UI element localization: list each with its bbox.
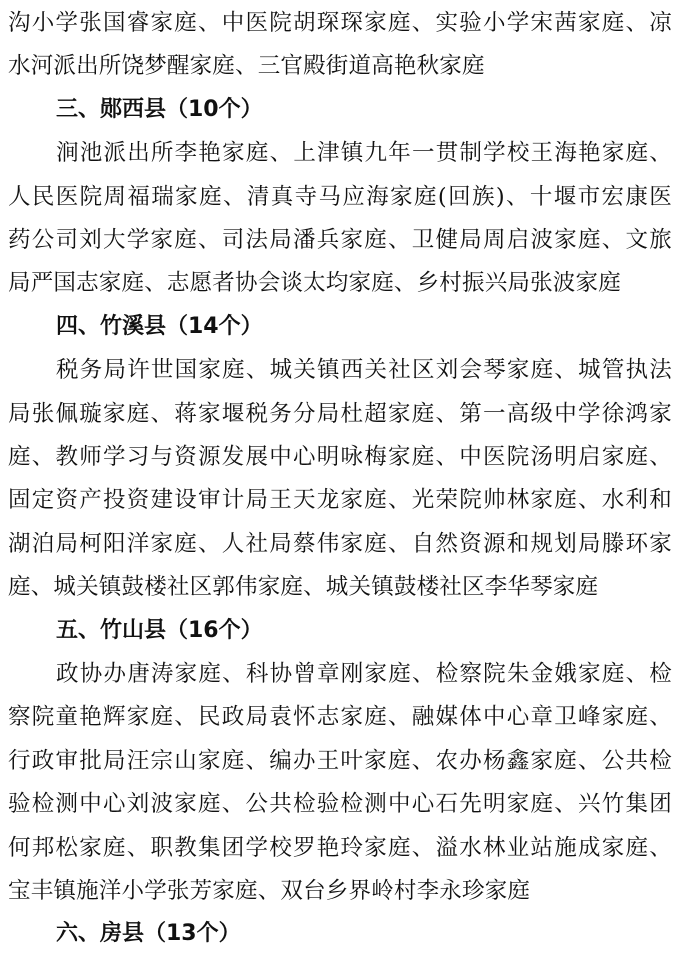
paragraph-line: 湖泊局柯阳洋家庭、人社局蔡伟家庭、自然资源和规划局滕环家: [8, 530, 672, 557]
paragraph-line: 庭、教师学习与资源发展中心明咏梅家庭、中医院汤明启家庭、: [8, 444, 672, 470]
paragraph-line: 药公司刘大学家庭、司法局潘兵家庭、卫健局周启波家庭、文旅: [8, 227, 672, 253]
section-heading: 三、郧西县（10个）: [56, 96, 263, 122]
paragraph-line: 宝丰镇施洋小学张芳家庭、双台乡界岭村李永珍家庭: [8, 878, 531, 904]
paragraph-line: 局张佩璇家庭、蒋家堰税务分局杜超家庭、第一高级中学徐鸿家: [8, 400, 672, 427]
paragraph-line: 行政审批局汪宗山家庭、编办王叶家庭、农办杨鑫家庭、公共检: [8, 747, 672, 774]
section-heading: 五、竹山县（16个）: [56, 617, 263, 643]
paragraph-line: 固定资产投资建设审计局王天龙家庭、光荣院帅林家庭、水利和: [8, 487, 672, 514]
section-heading: 四、竹溪县（14个）: [56, 313, 263, 339]
paragraph-line: 验检测中心刘波家庭、公共检验检测中心石先明家庭、兴竹集团: [8, 791, 672, 818]
paragraph-line: 水河派出所饶梦醒家庭、三官殿街道高艳秋家庭: [8, 53, 485, 80]
paragraph-line: 察院童艳辉家庭、民政局袁怀志家庭、融媒体中心章卫峰家庭、: [8, 704, 672, 731]
paragraph-line: 税务局许世国家庭、城关镇西关社区刘会琴家庭、城管执法: [56, 357, 672, 384]
paragraph-line: 涧池派出所李艳家庭、上津镇九年一贯制学校王海艳家庭、: [56, 140, 672, 167]
paragraph-line: 何邦松家庭、职教集团学校罗艳玲家庭、溢水林业站施成家庭、: [8, 834, 672, 861]
paragraph-line: 局严国志家庭、志愿者协会谈太均家庭、乡村振兴局张波家庭: [8, 270, 621, 297]
paragraph-line: 政协办唐涛家庭、科协曾章刚家庭、检察院朱金娥家庭、检: [56, 661, 672, 687]
paragraph-line: 沟小学张国睿家庭、中医院胡琛琛家庭、实验小学宋茜家庭、凉: [8, 10, 672, 36]
paragraph-line: 庭、城关镇鼓楼社区郭伟家庭、城关镇鼓楼社区李华琴家庭: [8, 574, 599, 601]
paragraph-line: 人民医院周福瑞家庭、清真寺马应海家庭(回族)、十堰市宏康医: [8, 183, 672, 210]
section-heading: 六、房县（13个）: [56, 921, 241, 947]
